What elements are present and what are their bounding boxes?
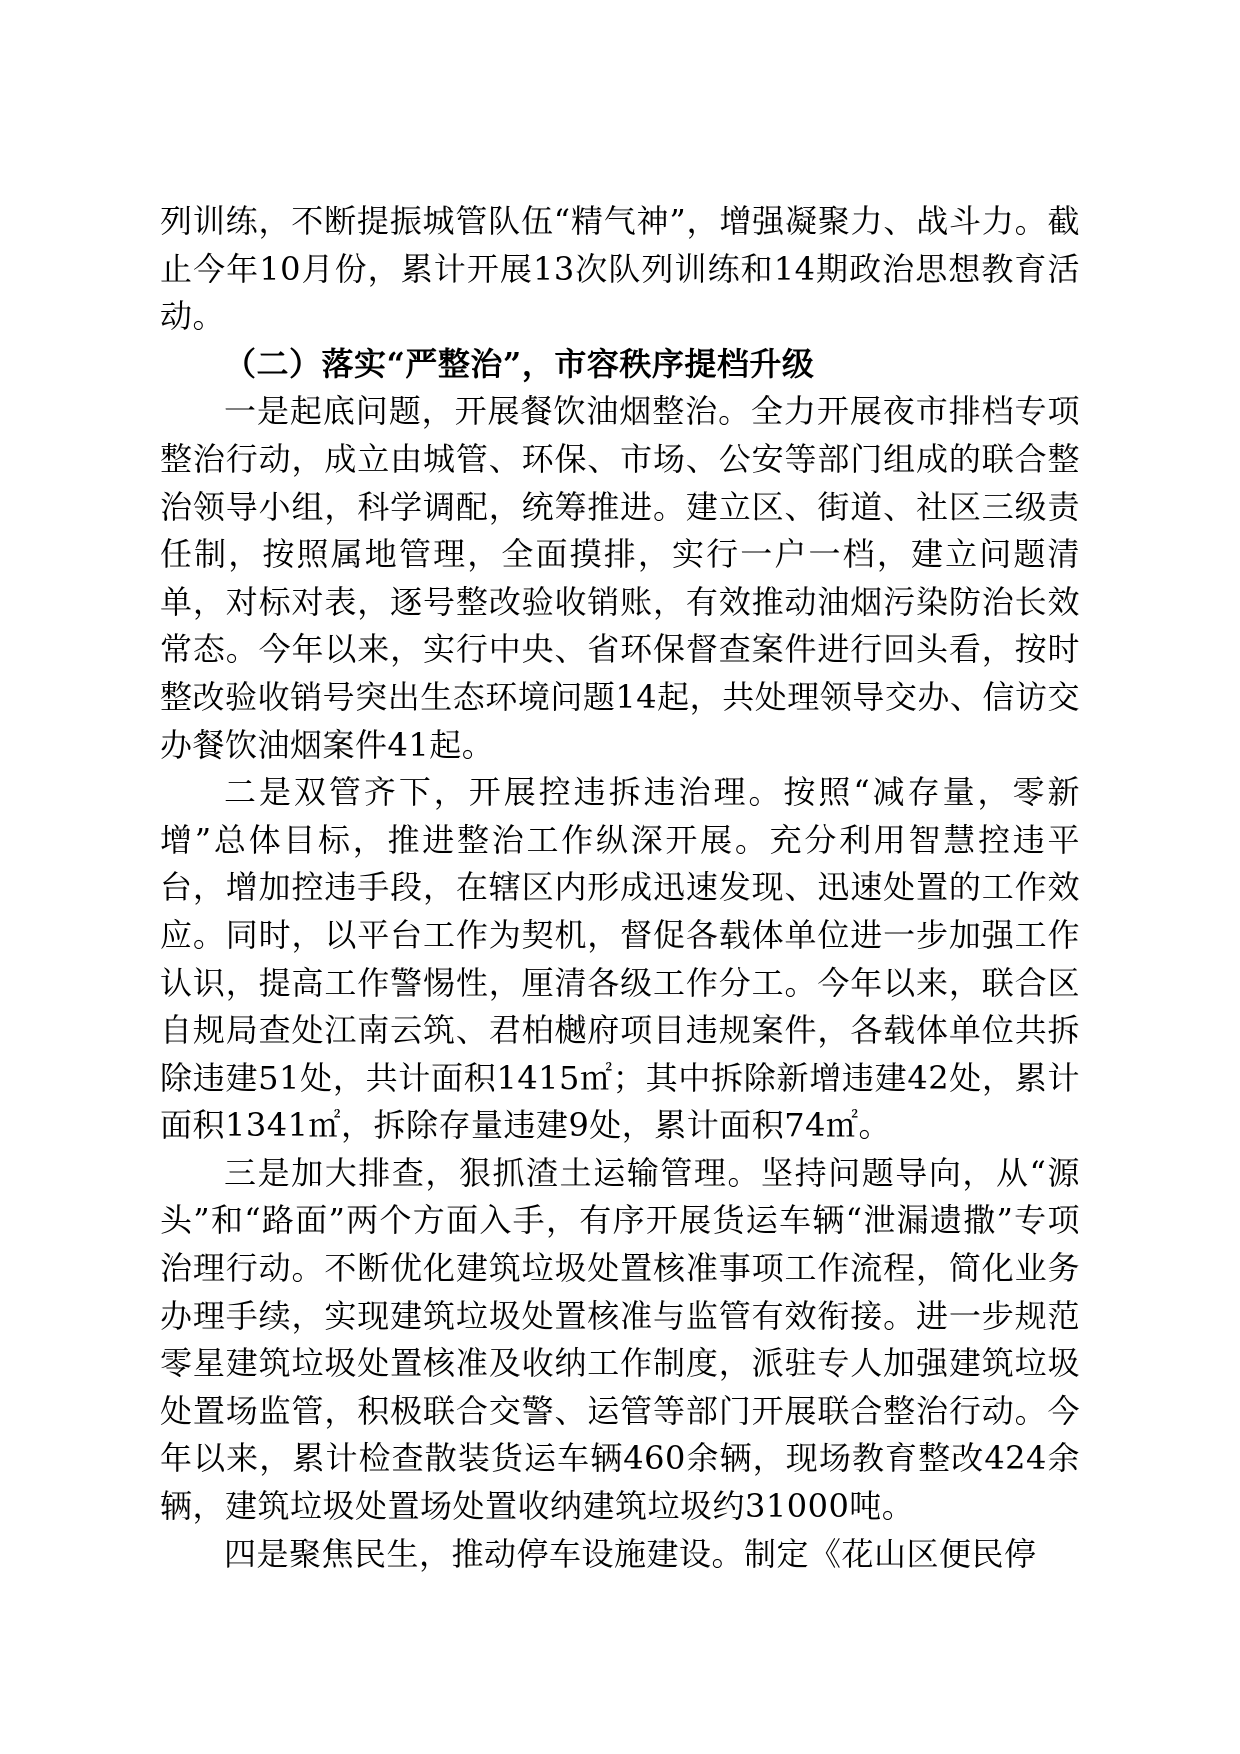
paragraph-continuation: 列训练，不断提振城管队伍“精气神”，增强凝聚力、战斗力。截止今年10月份，累计开展13次队列训练和14期政治思想教育活动。 (160, 202, 1080, 336)
paragraph-catering-fumes: 一是起底问题，开展餐饮油烟整治。全力开展夜市排档专项整治行动，成立由城管、环保、市场、公安等部门组成的联合整治领导小组，科学调配，统筹推进。建立区、街道、社区三级责任制，按照属地管理，全面摸排，实行一户一档，建立问题清单，对标对表，逐号整改验收销账，有效推动油烟污染防治长效常态。今年以来，实行中央、省环保督查案件进行回头看，按时整改验收销号突出生态环境问题14起，共处理领导交办、信访交办餐饮油烟案件41起。 (160, 392, 1080, 764)
paragraph-illegal-construction: 二是双管齐下，开展控违拆违治理。按照“减存量，零新增”总体目标，推进整治工作纵深开展。充分利用智慧控违平台，增加控违手段，在辖区内形成迅速发现、迅速处置的工作效应。同时，以平台工作为契机，督促各载体单位进一步加强工作认识，提高工作警惕性，厘清各级工作分工。今年以来，联合区自规局查处江南云筑、君柏樾府项目违规案件，各载体单位共拆除违建51处，共计面积1415㎡；其中拆除新增违建42处，累计面积1341㎡，拆除存量违建9处，累计面积74㎡。 (160, 773, 1080, 1145)
document-body (160, 198, 1080, 1578)
section-heading: （二）落实“严整治”，市容秩序提档升级 (224, 344, 815, 383)
paragraph-parking-facilities: 四是聚焦民生，推动停车设施建设。制定《花山区便民停 (224, 1534, 1037, 1573)
paragraph-muck-transport: 三是加大排查，狠抓渣土运输管理。坚持问题导向，从“源头”和“路面”两个方面入手，有序开展货运车辆“泄漏遗撒”专项治理行动。不断优化建筑垃圾处置核准事项工作流程，简化业务办理手续，实现建筑垃圾处置核准与监管有效衔接。进一步规范零星建筑垃圾处置核准及收纳工作制度，派驻专人加强建筑垃圾处置场监管，积极联合交警、运管等部门开展联合整治行动。今年以来，累计检查散装货运车辆460余辆，现场教育整改424余辆，建筑垃圾处置场处置收纳建筑垃圾约31000吨。 (160, 1153, 1080, 1526)
